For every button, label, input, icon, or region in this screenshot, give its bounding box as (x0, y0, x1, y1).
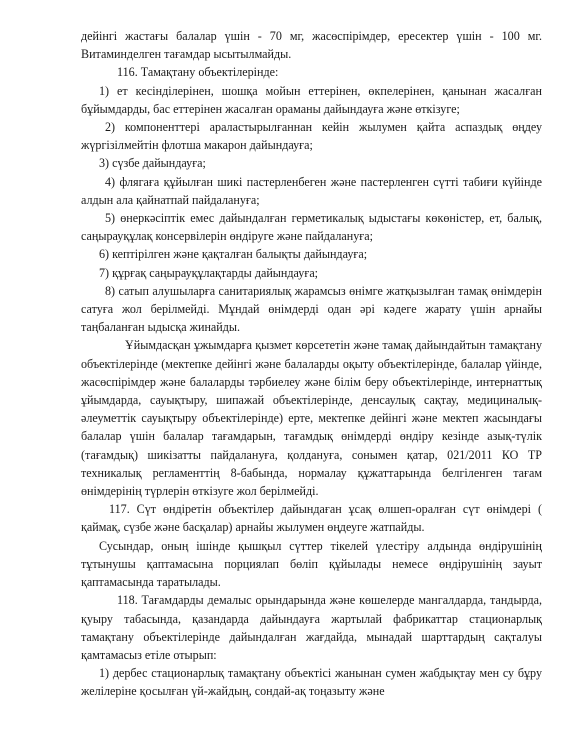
paragraph-item-118-1: 1) дербес стационарлық тамақтану объектісі жанынан сумен жабдықтау мен су бұру желілеріне қосылған үй-жайдың, сондай-ақ тоңазыту және (81, 666, 542, 699)
paragraph-item-116-5: 5) өнеркәсіптік емес дайындалған герметикалық ыдыстағы көкөністер, ет, балық, саңырауқұлақ консервілерін өндіруге және пайдалануға; (81, 211, 542, 244)
paragraph-item-116-3: 3) сүзбе дайындауға; (99, 156, 206, 171)
paragraph-item-117: 117. Сүт өндіретін объектілер дайындаған ұсақ өлшеп-оралған сүт өнімдері ( қаймақ, сүзбе және басқалар) арнайы жылумен өңдеуге жатпайды. (81, 502, 542, 535)
paragraph-item-116-6: 6) кептірілген және қақталған балықты дайындауға; (99, 247, 368, 262)
paragraph-item-116-heading: 116. Тамақтану объектілерінде: (117, 65, 279, 80)
paragraph-vitamin-dosage: дейінгі жастағы балалар үшін - 70 мг, жасөспірімдер, ересектер үшін - 100 мг. Витаминделген тағамдар ысытылмайды. (81, 29, 542, 62)
paragraph-item-116-8: 8) сатып алушыларға санитариялық жарамсыз өнімге жатқызылған тамақ өнімдерін сатуға жол берілмейді. Мұндай өнімдерді одан әрі кәдеге жарату үшін арнайы таңбаланған ыдысқа жинайды. (81, 283, 542, 335)
paragraph-item-118: 118. Тағамдарды демалыс орындарында және көшелерде мангалдарда, тандырда, қуыру табасында, қазандарда дайындауға жартылай фабрикаттар стационарлық тамақтану объектілерінде дайындалған жағдайда, мынадай шарттардың сақталуы қамтамасыз етіле отырып: (81, 593, 542, 662)
paragraph-organized-groups: Ұйымдасқан ұжымдарға қызмет көрсететін және тамақ дайындайтын тамақтану объектілерінде (мектепке дейінгі және балаларды оқыту объектілерінде, балалар үйінде, жасөспірімдер және балаларды тәрбиелеу және білім беру объектілерінде, интернаттық ұйымдарда, сауықтыру, шипажай объектілерінде, денсаулық сақтау, медициналық-әлеуметтік сауықтыру объектілерінде) ерте, мектепке дейінгі және мектеп жасындағы балалар үшін балалар тағамдарын, тағамдық өнімдерді өндіру кезінде азық-түлік (тағамдық) шикізатты пайдалануға, қолдануға, сонымен қатар, 021/2011 КО ТР техникалық регламенттің 8-бабында, нормалау құжаттарында белгіленген тағам өнімдерінің түрлерін өткізуге жол берілмейді. (81, 338, 542, 499)
paragraph-item-116-4: 4) флягаға құйылған шикі пастерленбеген және пастерленген сүтті табиғи күйінде алдын ала қайнатпай пайдалануға; (81, 174, 542, 207)
paragraph-item-116-7: 7) құрғақ саңырауқұлақтарды дайындауға; (99, 265, 319, 280)
paragraph-beverages: Сусындар, оның ішінде қышқыл сүттер тікелей үлестіру алдында өндірушінің тұтынушы қаптамасына порциялап бөліп құйылады немесе өндірушінің зауыт қаптамасында таратылады. (81, 538, 542, 590)
paragraph-item-116-2: 2) компоненттері араластырылғаннан кейін жылумен қайта аспаздық өңдеу жүргізілмейтін флотша макарон дайындауға; (81, 120, 542, 153)
paragraph-item-116-1: 1) ет кесінділерінен, шошқа мойын еттерінен, өкпелерінен, қанынан жасалған бұйымдарды, бас еттерінен жасалған ораманы дайындауға және өткізуге; (81, 83, 542, 116)
